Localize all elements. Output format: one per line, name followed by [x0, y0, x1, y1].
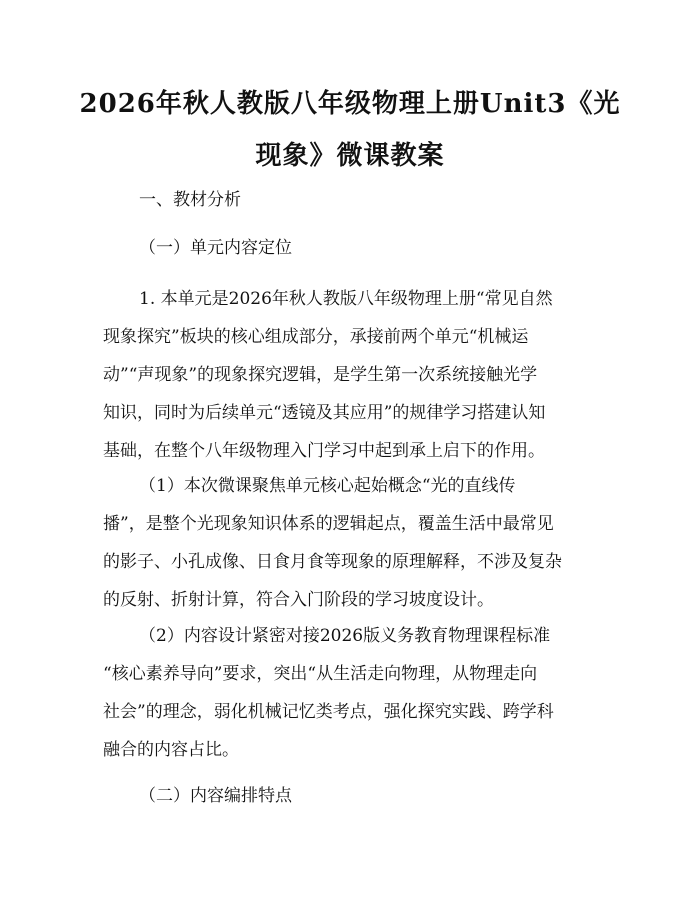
subsection-heading-content-features: （二）内容编排特点 — [139, 786, 292, 806]
paragraph-line: 的反射、折射计算，符合入门阶段的学习坡度设计。 — [103, 590, 494, 610]
paragraph-line: 的影子、小孔成像、日食月食等现象的原理解释，不涉及复杂 — [103, 552, 562, 572]
paragraph-unit-overview — [103, 280, 603, 470]
section-heading-teaching-analysis: 一、教材分析 — [139, 190, 241, 210]
title-line-2: 现象》微课教案 — [255, 141, 445, 171]
paragraph-line: （2）内容设计紧密对接2026版义务教育物理课程标准 — [139, 626, 551, 646]
paragraph-line: 社会”的理念，弱化机械记忆类考点，强化探究实践、跨学科 — [103, 702, 554, 722]
paragraph-line: 现象探究”板块的核心组成部分，承接前两个单元“机械运 — [103, 327, 529, 347]
subsection-heading-unit-positioning: （一）单元内容定位 — [139, 238, 292, 258]
paragraph-line: （1）本次微课聚焦单元核心起始概念“光的直线传 — [139, 476, 516, 496]
document-title — [0, 78, 700, 182]
paragraph-line: “核心素养导向”要求，突出“从生活走向物理，从物理走向 — [103, 664, 538, 684]
paragraph-point-2 — [103, 617, 603, 769]
paragraph-line: 知识，同时为后续单元“透镜及其应用”的规律学习搭建认知 — [103, 403, 546, 423]
paragraph-line: 1. 本单元是2026年秋人教版八年级物理上册“常见自然 — [139, 289, 553, 309]
paragraph-line: 播”，是整个光现象知识体系的逻辑起点，覆盖生活中最常见 — [103, 514, 554, 534]
paragraph-point-1 — [103, 467, 603, 619]
paragraph-line: 融合的内容占比。 — [103, 740, 239, 760]
paragraph-line: 基础，在整个八年级物理入门学习中起到承上启下的作用。 — [103, 441, 545, 461]
paragraph-line: 动”“声现象”的现象探究逻辑，是学生第一次系统接触光学 — [103, 365, 538, 385]
title-line-1: 2026年秋人教版八年级物理上册Unit3《光 — [79, 89, 621, 119]
